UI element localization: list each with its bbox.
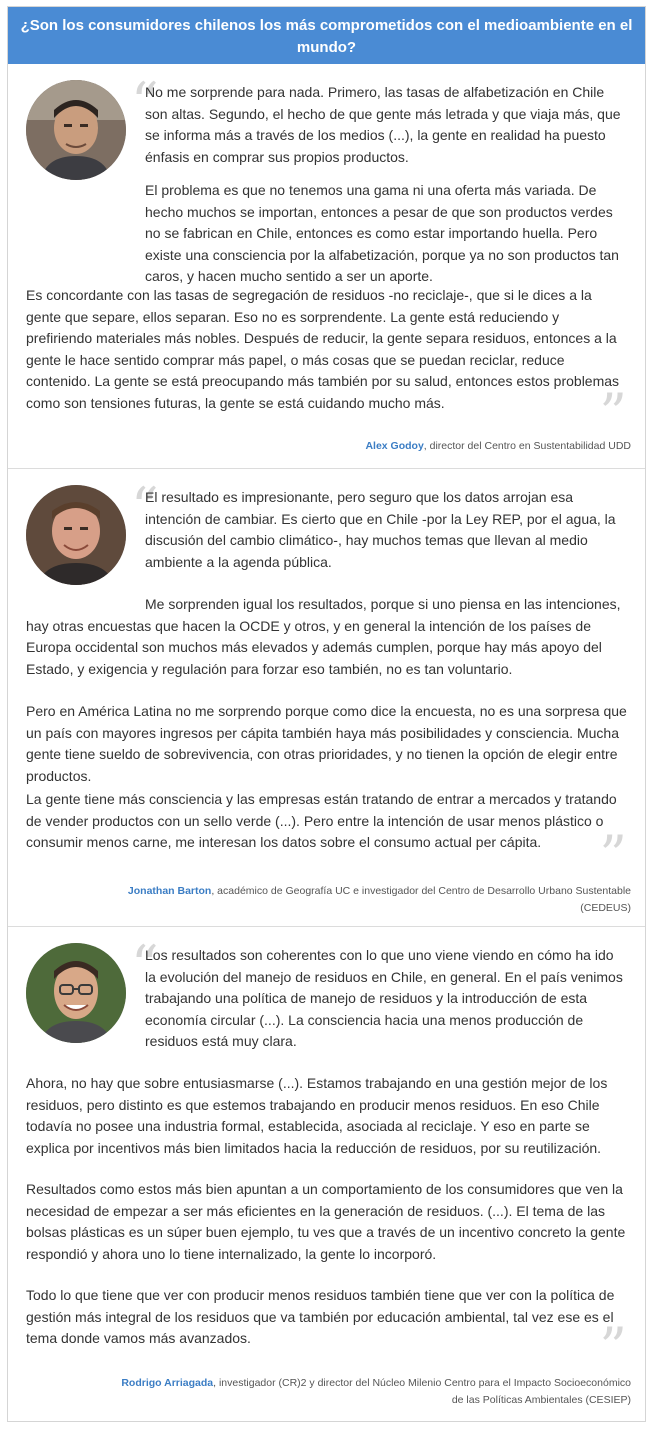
quote-paragraph: Resultados como estos más bien apuntan a un comportamiento de los consumidores que ven la necesidad de empezar a ser más eficientes en la generación de residuos. (...). El tema de las bolsas plásticas es un súper buen ejemplo, tu ves que a través de un incentivo concreto la gente respondió y ahora uno lo tiene internalizado, la gente lo incorporó. — [26, 1181, 626, 1262]
quote-paragraph: Me sorprenden igual los resultados, porque si uno piensa en las intenciones, hay otras encuestas que hacen la OCDE y otros, y en general la intención de los países de Europa occidental son muchos más elevados y además cumplen, porque hay más apoyo del Estado, y exigencia y regulación para forzar eso también, no es tan voluntario. — [26, 596, 621, 677]
open-quote-icon: “ — [131, 71, 159, 134]
close-quote-icon: ” — [599, 824, 627, 887]
quote-section-barton — [8, 469, 645, 927]
avatar-jonathan-barton — [26, 485, 126, 585]
quote-paragraph: Pero en América Latina no me sorprendo porque como dice la encuesta, no es una sorpresa que un país con mayores ingresos per cápita también haya más posibilidades y consciencia. Mucha gente tiene sueldo de sobrevivencia, con otras prioridades, y no tienen la opción de elegir entre productos. — [26, 703, 627, 784]
quote-paragraph: El resultado es impresionante, pero seguro que los datos arrojan esa intención de cambiar. Es cierto que en Chile -por la Ley REP, por el agua, la discusión del cambio climático-, hay muchos temas que llevan al medio ambiente a la agenda pública. — [145, 489, 616, 570]
author-name-link[interactable]: Rodrigo Arriagada — [121, 1377, 214, 1389]
quote-paragraph: Todo lo que tiene que ver con producir menos residuos también tiene que ver con la política de gestión más integral de los residuos que va también por educación ambiental, tal vez ese es el tema donde vamos más avanzados. — [26, 1287, 615, 1346]
quote-paragraph: Es concordante con las tasas de segregación de residuos -no reciclaje-, que si le dices a la gente que separe, ellos separan. Eso no es sorprendente. La gente está reduciendo y prefiriendo materiales más nobles. Después de reducir, la gente separa residuos, entonces a la gente le hace sentido comprar más papel, o más cosas que se puedan reciclar, reduce contenido. La gente se está preocupando más también por su salud, entonces estos problemas como son tensiones futuras, la gente se está cuidando mucho más. — [26, 287, 620, 411]
close-quote-icon: ” — [599, 1316, 627, 1379]
author-role: , director del Centro en Sustentabilidad UDD — [423, 440, 631, 452]
author-name-link[interactable]: Alex Godoy — [365, 440, 424, 452]
quote-paragraph: No me sorprende para nada. Primero, las tasas de alfabetización en Chile son altas. Segundo, el hecho de que gente más letrada y que viaja más, que se informa más a través de los medios (...), la gente en realidad ha puesto énfasis en comprar sus propios productos. — [145, 84, 621, 165]
quote-paragraph: Los resultados son coherentes con lo que uno viene viendo en cómo ha ido la evolución del manejo de residuos en Chile, en general. En el país venimos trabajando una política de manejo de residuos y la introducción de esta economía circular (...). La consciencia hacia una menos producción de residuos está muy clara. — [145, 947, 623, 1049]
attribution — [111, 1375, 631, 1409]
avatar-alex-godoy — [26, 80, 126, 180]
author-name-link[interactable]: Jonathan Barton — [127, 885, 212, 897]
open-quote-icon: “ — [131, 934, 159, 997]
attribution — [111, 883, 631, 917]
avatar-rodrigo-arriagada — [26, 943, 126, 1043]
author-role: , investigador (CR)2 y director del Núcleo Milenio Centro para el Impacto Socioeconómico de las Políticas Ambientales (CESIEP) — [213, 1377, 631, 1406]
quote-paragraph: Ahora, no hay que sobre entusiasmarse (...). Estamos trabajando en una gestión mejor de los residuos, pero distinto es que estemos trabajando en producir menos residuos. En eso Chile todavía no posee una industria formal, establecida, asociada al reciclaje. Y eso en parte se explica por incentivos más bien limitados hacia la reducción de residuos, por su reutilización. — [26, 1075, 608, 1156]
quote-section-godoy — [8, 64, 645, 469]
attribution — [111, 438, 631, 455]
open-quote-icon: “ — [131, 476, 159, 539]
close-quote-icon: ” — [599, 382, 627, 445]
page-title: ¿Son los consumidores chilenos los más comprometidos con el medioambiente en el mundo? — [8, 7, 645, 64]
quote-section-arriagada — [8, 927, 645, 1423]
author-role: , académico de Geografía UC e investigador del Centro de Desarrollo Urbano Sustentable (CEDEUS) — [211, 885, 631, 914]
quote-paragraph: La gente tiene más consciencia y las empresas están tratando de entrar a mercados y tratando de vender productos con un sello verde (...). Pero entre la intención de usar menos plástico o consumir menos carne, me interesan los datos sobre el consumo actual per cápita. — [26, 791, 617, 850]
article-card — [7, 6, 646, 1422]
quote-paragraph: El problema es que no tenemos una gama ni una oferta más variada. De hecho muchos se importan, entonces a pesar de que son productos verdes no se fabrican en Chile, entonces es como estar importando huella. Pero existe una consciencia por la alfabetización, porque ya no son productos tan caros, y hacen mucho sentido a ser un aporte. — [145, 182, 619, 284]
